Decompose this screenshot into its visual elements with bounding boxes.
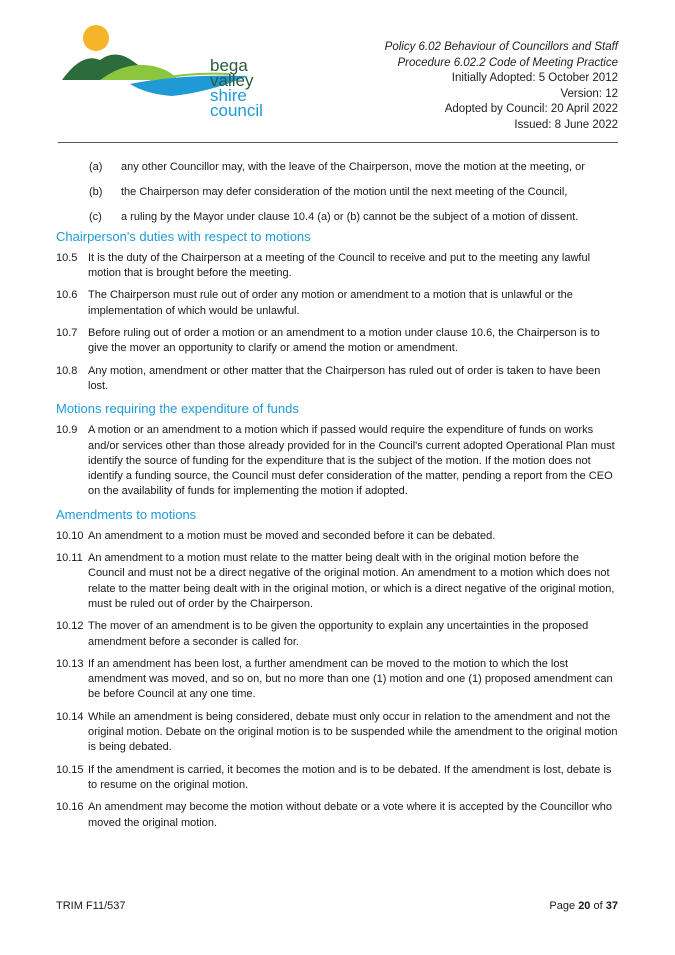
clause <box>56 551 618 612</box>
sub-item-label: (c) <box>89 210 102 223</box>
clause-text: It is the duty of the Chairperson at a meeting of the Council to receive and put to the meeting any lawful motion that is brought before the meeting. <box>88 251 591 280</box>
clause-number: 10.11 <box>56 552 83 565</box>
sub-item <box>56 185 618 200</box>
clause <box>56 619 618 650</box>
clause-number: 10.7 <box>56 327 78 340</box>
logo-line-1: bega valley <box>210 56 254 90</box>
clause <box>56 288 618 319</box>
document-body <box>56 160 618 838</box>
footer-current-page: 20 <box>578 900 591 912</box>
clause-number: 10.5 <box>56 251 78 264</box>
clause-text: Before ruling out of order a motion or an amendment to a motion under clause 10.6, the Chairperson is to give the mover an opportunity to clarify or amend the motion or amendment. <box>88 327 600 355</box>
clause-number: 10.12 <box>56 620 84 633</box>
council-logo <box>60 22 285 120</box>
sub-item <box>56 160 618 175</box>
clause <box>56 710 618 756</box>
clause-text: A motion or an amendment to a motion which if passed would require the expenditure of funds on works and/or services other than those already provided for in the Council's current adopted Operational Plan must identify the source of funding for the expenditure that is the subject of the motion. If the motion does not identify a funding source, the Council must defer consideration of the matter, pending a report from the CEO on the availability of funds for implementing the motion if adopted. <box>88 424 615 498</box>
clause-number: 10.6 <box>56 289 78 302</box>
header-issued: Issued: 8 June 2022 <box>514 118 618 131</box>
clause-number: 10.16 <box>56 801 84 814</box>
footer-page-number <box>549 900 618 912</box>
section-heading: Motions requiring the expenditure of funds <box>56 401 299 417</box>
clause-number: 10.10 <box>56 529 84 542</box>
header-policy: Policy 6.02 Behaviour of Councillors and Staff <box>384 41 618 53</box>
clause-text: An amendment may become the motion without debate or a vote where it is accepted by the Councillor who moved the original motion. <box>88 801 613 829</box>
sub-item-text: the Chairperson may defer consideration of the motion until the next meeting of the Council, <box>121 185 568 198</box>
sub-item-label: (a) <box>89 161 103 173</box>
section-heading: Amendments to motions <box>56 506 197 522</box>
clause <box>56 800 618 831</box>
clause-number: 10.13 <box>56 657 84 670</box>
section-heading: Chairperson's duties with respect to motions <box>56 228 311 244</box>
clause-number: 10.14 <box>56 710 84 723</box>
clause-text: If the amendment is carried, it becomes the motion and is to be debated. If the amendment is lost, debate is to resume on the original motion. <box>88 763 612 791</box>
clause <box>56 251 618 282</box>
footer-of-word: of <box>593 900 603 912</box>
sub-item-text: any other Councillor may, with the leave of the Chairperson, move the motion at the meeting, or <box>121 161 585 173</box>
logo-wordmark <box>210 58 285 118</box>
clause-text: The mover of an amendment is to be given the opportunity to explain any uncertainties in the proposed amendment before a seconder is called for. <box>88 620 589 648</box>
header-version: Version: 12 <box>560 87 618 100</box>
clause <box>56 529 618 544</box>
sub-item-text: a ruling by the Mayor under clause 10.4 (a) or (b) cannot be the subject of a motion of dissent. <box>121 210 579 223</box>
header-divider <box>58 142 618 143</box>
sub-item <box>56 210 618 225</box>
clause-text: Any motion, amendment or other matter that the Chairperson has ruled out of order is taken to have been lost. <box>88 364 601 392</box>
clause-text: If an amendment has been lost, a further amendment can be moved to the motion to which the lost amendment was moved, and so on, but no more than one (1) motion and one (1) proposed amendment can be before Council at any one time. <box>88 657 613 701</box>
clause <box>56 326 618 357</box>
footer-page-word: Page <box>549 900 576 912</box>
clause-text: An amendment to a motion must be moved and seconded before it can be debated. <box>88 529 496 542</box>
sub-item-label: (b) <box>89 185 103 198</box>
footer-trim-reference: TRIM F11/537 <box>56 900 126 912</box>
clause <box>56 657 618 703</box>
clause <box>56 763 618 794</box>
header-procedure: Procedure 6.02.2 Code of Meeting Practice <box>397 56 618 69</box>
clause-number: 10.8 <box>56 364 78 377</box>
footer-total-pages: 37 <box>605 900 618 912</box>
header-council-adopted: Adopted by Council: 20 April 2022 <box>444 103 618 116</box>
clause-text: An amendment to a motion must relate to the matter being dealt with in the original motion before the Council and must not be a direct negative of the original motion. An amendment to a motion which does not relate to the matter being dealt with in the original motion, or which is a direct negative of the original motion, must be ruled out of order by the Chairperson. <box>88 552 615 610</box>
clause-number: 10.9 <box>56 424 78 437</box>
clause <box>56 423 618 499</box>
document-header <box>318 40 618 134</box>
clause-text: The Chairperson must rule out of order any motion or amendment to a motion that is unlawful or the implementation of which would be unlawful. <box>88 289 573 317</box>
clause <box>56 364 618 395</box>
clause-number: 10.15 <box>56 763 84 776</box>
logo-line-2: shire council <box>210 86 263 120</box>
document-footer <box>56 900 618 912</box>
header-initially-adopted: Initially Adopted: 5 October 2012 <box>451 72 618 85</box>
clause-text: While an amendment is being considered, debate must only occur in relation to the amendment and not the original motion. Debate on the original motion is to be suspended while the amendment to the original motion is being debated. <box>88 710 618 754</box>
